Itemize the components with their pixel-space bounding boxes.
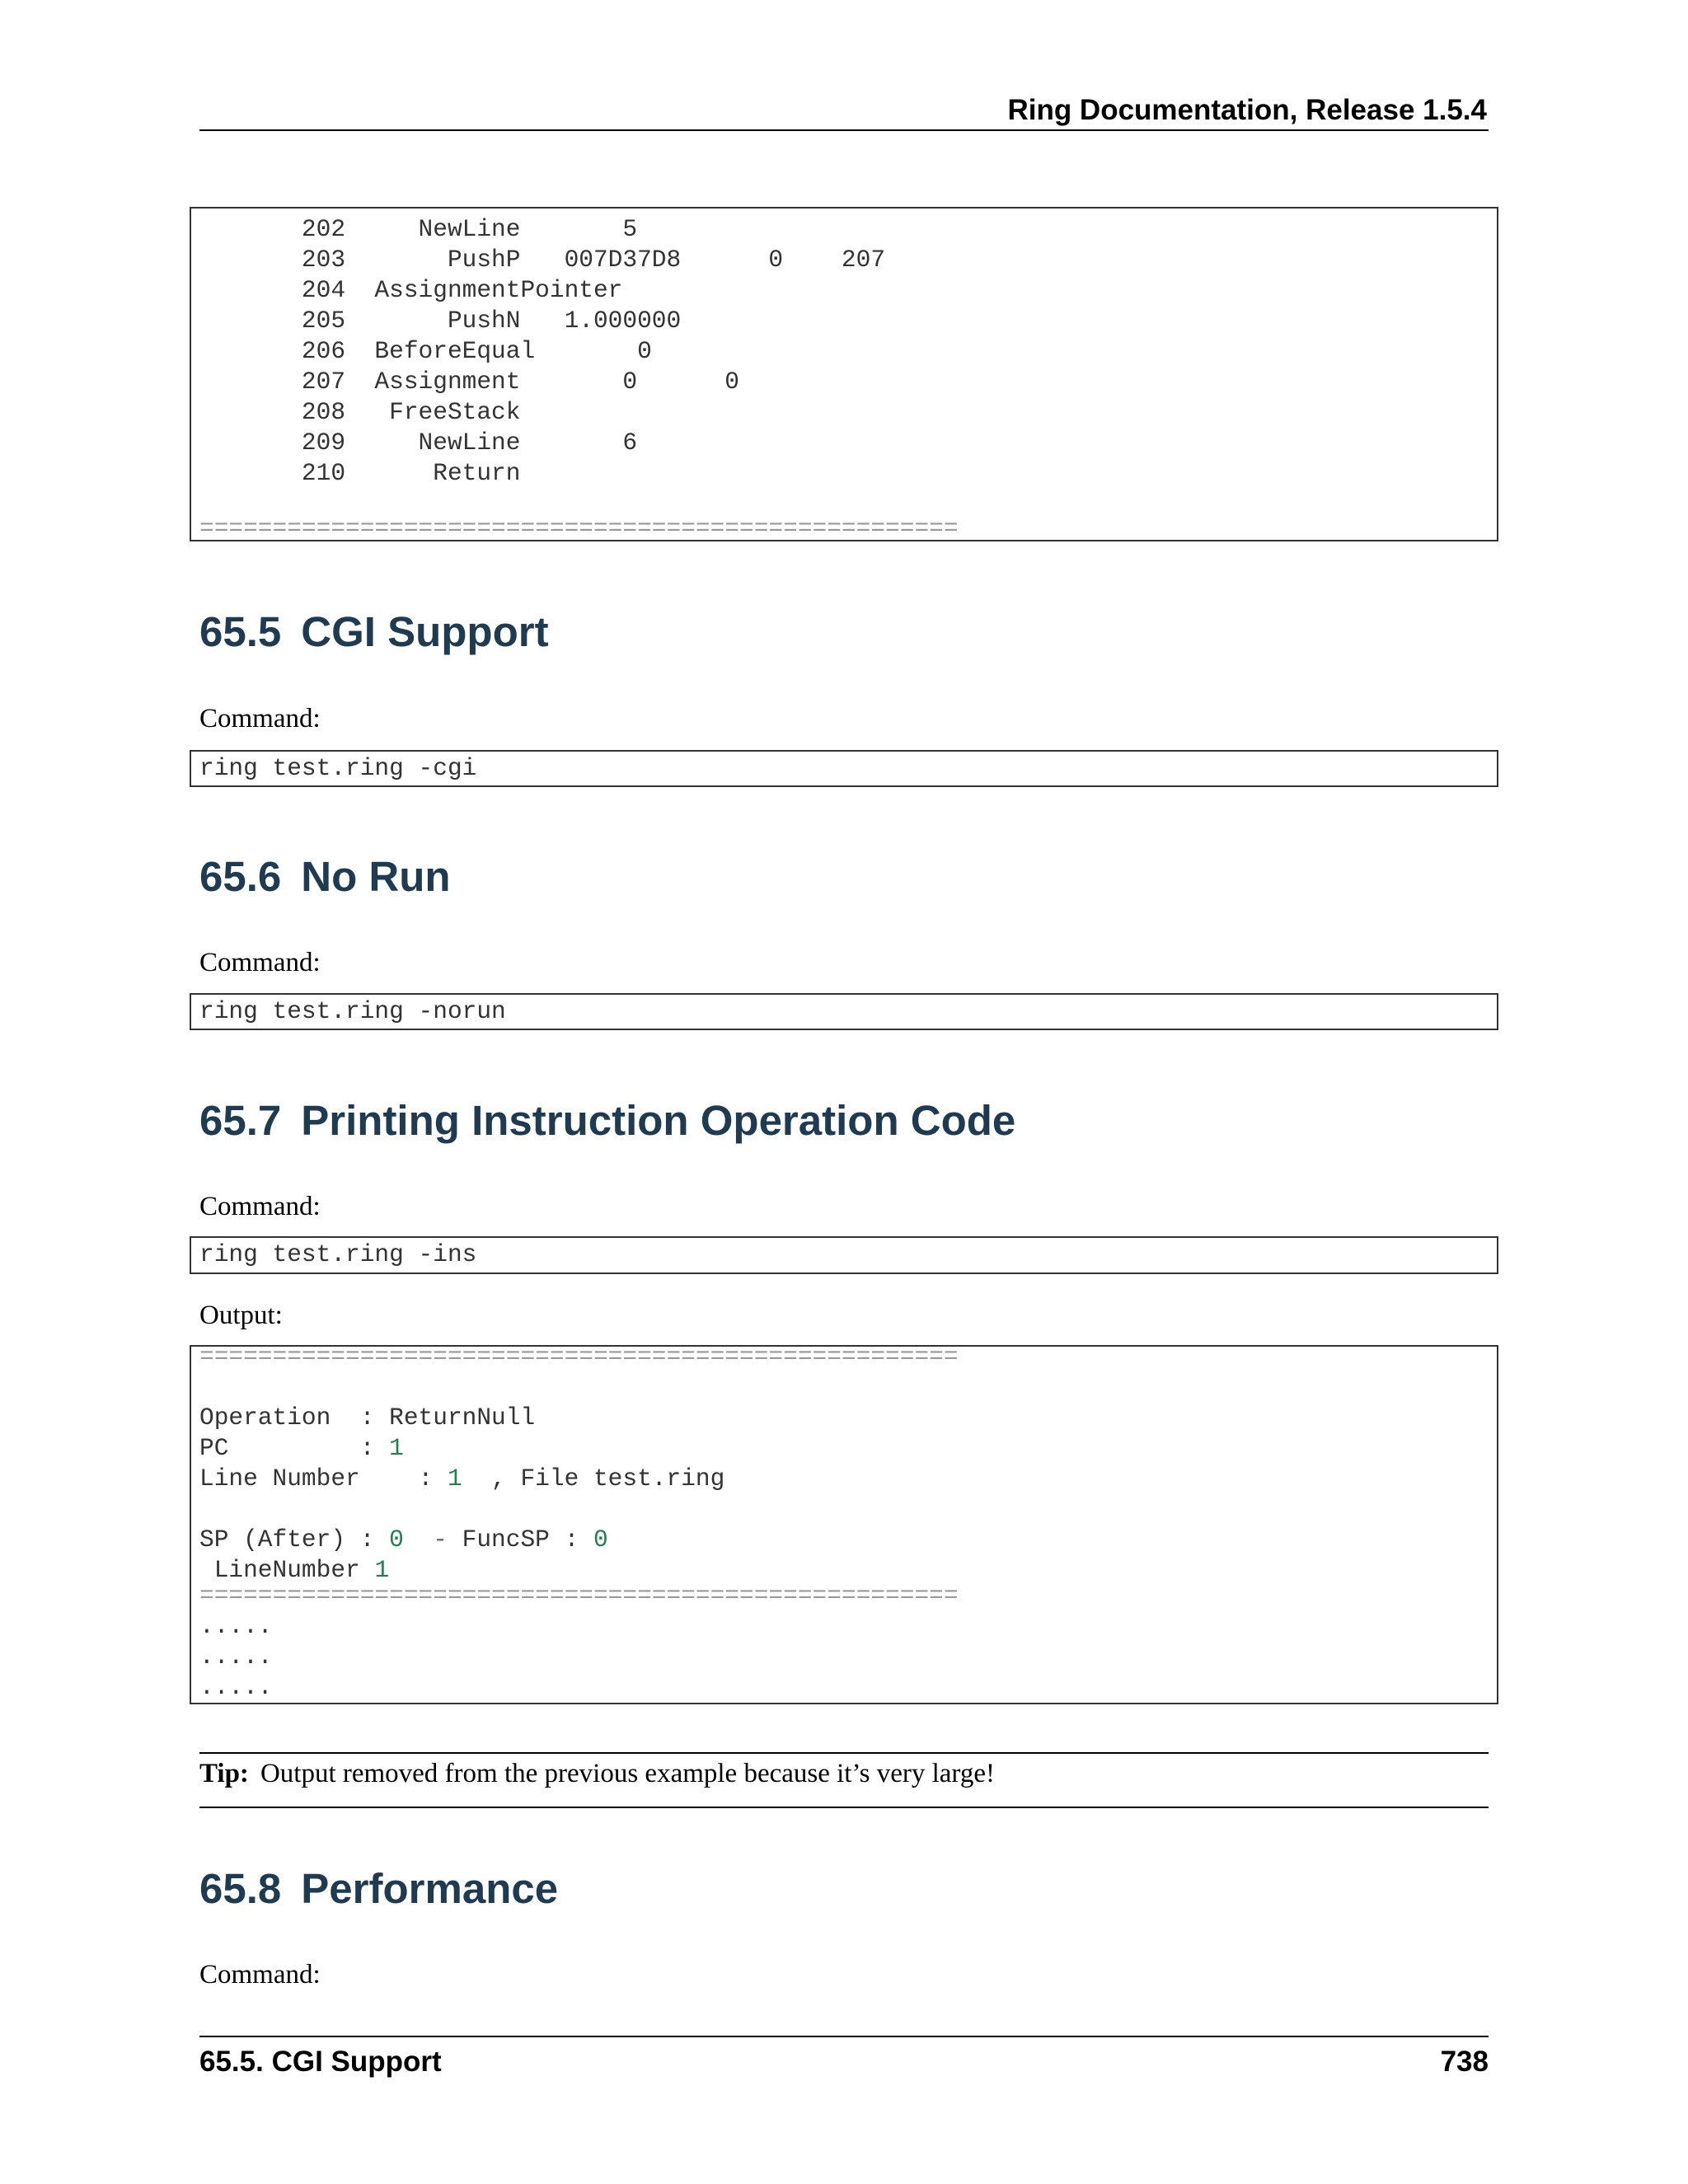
tip-top-rule — [199, 1752, 1489, 1754]
output-number: 1 — [374, 1556, 390, 1584]
code-line: 202 NewLine 5 — [199, 215, 638, 243]
output-key: Line Number : — [199, 1465, 448, 1493]
section-heading-cgi-support — [199, 607, 549, 657]
section-title: Performance — [301, 1865, 559, 1912]
output-key: PC : — [199, 1434, 390, 1462]
section-heading-printing-instruction-operation-code — [199, 1096, 1015, 1146]
output-key: Operation : — [199, 1404, 390, 1432]
output-number: 1 — [447, 1465, 462, 1493]
command-text: ring test.ring -ins — [199, 1240, 477, 1268]
code-line: 203 PushP 007D37D8 0 207 — [199, 246, 886, 274]
output-dots: ..... — [199, 1612, 273, 1640]
tip-bottom-rule — [199, 1807, 1489, 1808]
code-separator: ==================================================== — [199, 1582, 959, 1610]
output-number: 0 — [593, 1526, 608, 1554]
running-header-title: Ring Documentation, Release 1.5.4 — [1007, 94, 1487, 126]
command-box-ins — [190, 1236, 1498, 1274]
command-text: ring test.ring -cgi — [199, 754, 477, 782]
tip-text: Output removed from the previous example because it’s very large! — [260, 1759, 995, 1788]
code-line: 208 FreeStack — [199, 398, 521, 426]
footer-divider — [199, 2036, 1489, 2037]
command-label: Command: — [199, 1960, 321, 1990]
tip-label: Tip: — [199, 1759, 249, 1788]
code-line: 207 Assignment 0 0 — [199, 368, 740, 396]
output-dots: ..... — [199, 1673, 273, 1701]
output-key: LineNumber — [199, 1556, 375, 1584]
section-heading-no-run — [199, 852, 451, 902]
section-title: No Run — [301, 853, 451, 900]
output-operator: - — [403, 1526, 462, 1554]
footer-section-title: 65.5. CGI Support — [199, 2046, 442, 2078]
command-text: ring test.ring -norun — [199, 997, 506, 1025]
code-separator: ==================================================== — [199, 1343, 959, 1371]
code-line: 206 BeforeEqual 0 — [199, 337, 652, 365]
output-line-line-number — [199, 1464, 724, 1494]
output-key: SP (After) : — [199, 1526, 390, 1554]
output-dots: ..... — [199, 1643, 273, 1671]
output-number: 0 — [389, 1526, 404, 1554]
tip-admonition — [199, 1757, 995, 1790]
command-box-cgi — [190, 750, 1498, 787]
output-box — [190, 1345, 1498, 1704]
output-key: FuncSP : — [462, 1526, 593, 1554]
output-value: ReturnNull — [389, 1404, 536, 1432]
output-line-sp — [199, 1525, 608, 1555]
section-number: 65.5 — [199, 608, 282, 655]
page-number: 738 — [1440, 2046, 1489, 2078]
output-number: 1 — [389, 1434, 404, 1462]
command-label: Command: — [199, 704, 321, 733]
command-box-norun — [190, 993, 1498, 1030]
section-title: CGI Support — [301, 608, 549, 655]
code-block-bytecode — [190, 207, 1498, 541]
output-label: Output: — [199, 1301, 283, 1330]
command-label: Command: — [199, 1192, 321, 1221]
code-line: 209 NewLine 6 — [199, 429, 638, 457]
header-divider — [199, 129, 1489, 131]
section-number: 65.8 — [199, 1865, 282, 1912]
section-number: 65.7 — [199, 1097, 282, 1144]
output-line-operation — [199, 1403, 535, 1433]
section-heading-performance — [199, 1864, 558, 1914]
section-number: 65.6 — [199, 853, 282, 900]
section-title: Printing Instruction Operation Code — [301, 1097, 1016, 1144]
code-line: 204 AssignmentPointer — [199, 276, 623, 304]
code-line: 205 PushN 1.000000 — [199, 307, 682, 335]
output-file: , File test.ring — [462, 1465, 725, 1493]
code-separator: ==================================================== — [199, 514, 959, 542]
output-line-pc — [199, 1433, 404, 1464]
code-line: 210 Return — [199, 459, 521, 487]
command-label: Command: — [199, 948, 321, 977]
